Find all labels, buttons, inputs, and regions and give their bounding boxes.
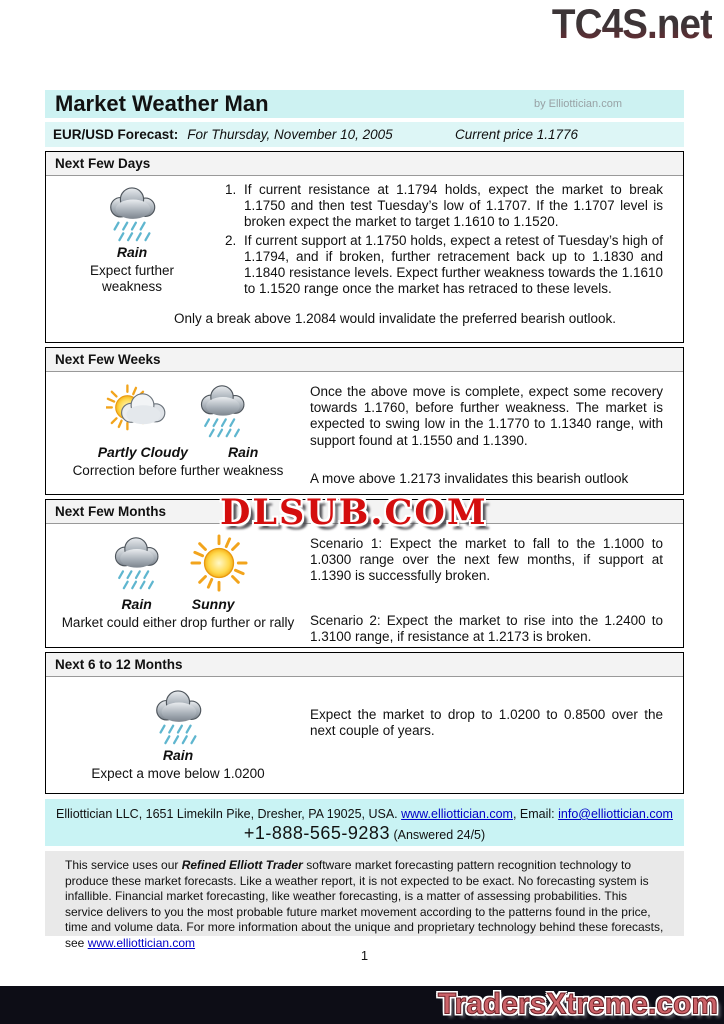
dlsub-watermark-logo: DLSUB.COM (220, 492, 488, 533)
section-next-few-weeks (45, 347, 684, 495)
forecast-text-column (218, 176, 683, 299)
weather-label: Rain (162, 747, 194, 763)
sun-icon (190, 534, 248, 592)
email-label: , Email: (512, 807, 559, 821)
disclaimer-box (45, 851, 684, 950)
phone-line (45, 823, 684, 844)
forecast-text-column (310, 524, 683, 645)
section-next-few-days (45, 151, 684, 343)
bottom-banner (0, 986, 724, 1024)
website-link[interactable]: www.elliottician.com (401, 807, 513, 821)
forecast-list-item: 2. If current support at 1.1750 holds, expect a retest of Tuesday’s high of 1.1794, and if broken, further retracement back up to 1.1830 and 1.1840 resistance levels. Expect further weakness towards the 1.1610 to 1.1520 range once the market has retraced to these levels. (240, 233, 663, 298)
phone-number: +1-888-565-9283 (243, 823, 390, 843)
weather-caption: Correction before further weakness (72, 463, 284, 478)
address-line (45, 807, 684, 821)
weather-label: Sunny (191, 596, 235, 612)
invalidate-note: A move above 1.2173 invalidates this bearish outlook (310, 470, 629, 486)
rain-icon (103, 184, 161, 244)
forecast-date: For Thursday, November 10, 2005 (187, 127, 393, 142)
scenario-2-text: Scenario 2: Expect the market to rise into the 1.2400 to 1.3100 range, if resistance at 1.2173 is broken. (310, 612, 663, 644)
weather-label: Rain (227, 444, 259, 460)
tc4s-watermark-logo: TC4S.net (551, 0, 712, 47)
weather-summary-column (46, 176, 218, 299)
forecast-bar (45, 122, 684, 147)
weather-label: Rain (121, 596, 152, 612)
weather-summary-column (46, 677, 310, 782)
forecast-text-column (310, 372, 683, 487)
company-address: Elliottician LLC, 1651 Limekiln Pike, Dresher, PA 19025, USA. (56, 807, 402, 821)
forecast-text-column (310, 677, 683, 782)
page-title: Market Weather Man (55, 91, 269, 116)
forecast-list-item: 1. If current resistance at 1.1794 holds, expect the market to break 1.1750 and then test Tuesday’s low of 1.1707. If the 1.1707 level is broken expect the market to target 1.1610 to 1.1520. (240, 182, 663, 231)
forecast-paragraph: Once the above move is complete, expect some recovery towards 1.1760, before further weakness. The market is expected to swing low in the 1.1770 to 1.1340 range, with support found at 1.1550 and 1.1390. (310, 384, 663, 448)
rain-icon (108, 534, 164, 592)
phone-availability: (Answered 24/5) (389, 828, 486, 842)
product-name: Refined Elliott Trader (181, 858, 303, 872)
section-body (46, 524, 683, 645)
weather-summary-column (46, 524, 310, 645)
byline: by Elliottician.com (533, 98, 622, 110)
rain-icon (149, 687, 207, 747)
current-price: Current price 1.1776 (455, 127, 579, 142)
forecast-paragraph: Expect the market to drop to 1.0200 to 0.8500 over the next couple of years. (310, 707, 663, 739)
section-title: Next Few Days (46, 152, 683, 176)
invalidate-note: Only a break above 1.2084 would invalidate the preferred bearish outlook. (174, 311, 617, 327)
section-next-6-12-months (45, 652, 684, 794)
email-link[interactable]: info@elliottician.com (558, 807, 673, 821)
section-title: Next Few Weeks (46, 348, 683, 372)
page-number: 1 (360, 948, 369, 963)
section-title: Next Few Months (46, 500, 683, 524)
rain-icon (194, 382, 250, 440)
section-body (46, 176, 683, 299)
disclaimer-text: software market forecasting pattern recognition technology to produce these market forecasts. Like a weather report, it is not expected to be exact. No forecasting system is infallible. Financial market forecasting, like weather forecasting, is a matter of assessing probabilities. This service delivers to you the most probable future market movement according to the patterns found in the price, time and volume data. For more information about the unique and proprietary technology behind these forecasts, see (65, 858, 664, 950)
weather-caption: Expect further weakness (89, 263, 175, 295)
section-title: Next 6 to 12 Months (46, 653, 683, 677)
contact-footer (45, 799, 684, 846)
weather-label: Partly Cloudy (97, 444, 188, 460)
forecast-list (240, 182, 663, 297)
tradersxtreme-watermark-logo: TradersXtreme.com (437, 987, 718, 1021)
weather-caption: Expect a move below 1.0200 (91, 766, 265, 781)
disclaimer-text: This service uses our (65, 858, 182, 872)
title-bar (45, 90, 684, 118)
forecast-pair-label: EUR/USD Forecast: (53, 127, 179, 142)
scenario-1-text: Scenario 1: Expect the market to fall to the 1.1000 to 1.0300 range over the next few months, if support at 1.1390 is successfully broken. (310, 536, 663, 584)
section-body (46, 372, 683, 487)
section-body (46, 677, 683, 782)
weather-summary-column (46, 372, 310, 487)
weather-caption: Market could either drop further or rally (61, 615, 295, 630)
partly-cloudy-icon (106, 382, 168, 440)
weather-label: Rain (116, 244, 148, 260)
website-link[interactable]: www.elliottician.com (87, 935, 196, 950)
